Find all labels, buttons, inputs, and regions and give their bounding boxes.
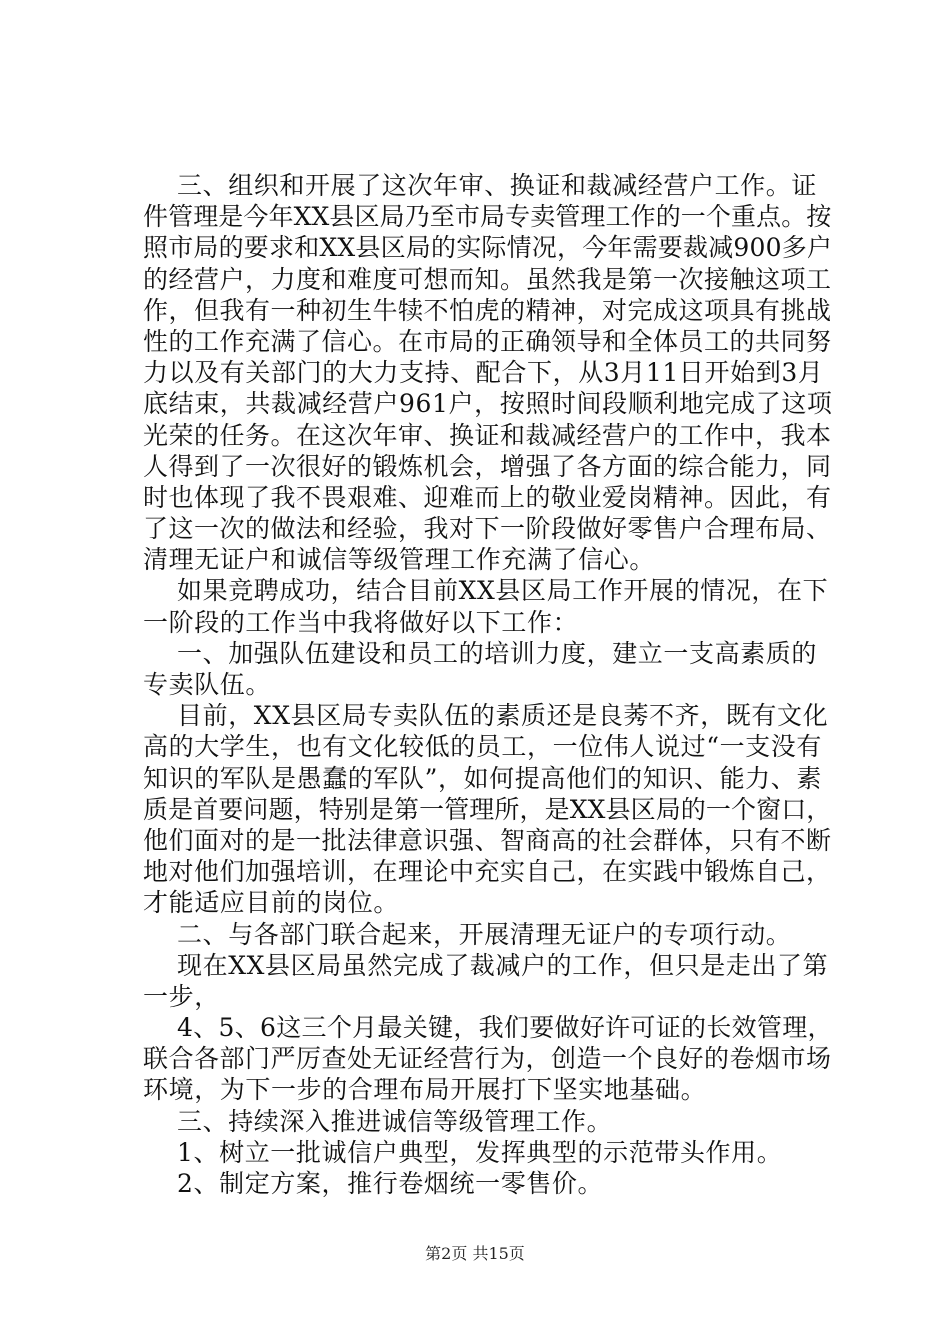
text-line: 1、树立一批诚信户典型，发挥典型的示范带头作用。 (177, 1137, 783, 1167)
text-line: 如果竞聘成功，结合目前XX县区局工作开展的情况，在下 (177, 576, 829, 606)
text-line: 照市局的要求和XX县区局的实际情况，今年需要裁减900多户 (143, 233, 833, 263)
page-footer: 第2页 共15页 (425, 1244, 525, 1263)
text-line: 一、加强队伍建设和员工的培训力度，建立一支高素质的 (177, 638, 818, 668)
text-line: 作，但我有一种初生牛犊不怕虎的精神，对完成这项具有挑战 (143, 295, 832, 325)
text-line: 目前，XX县区局专卖队伍的素质还是良莠不齐，既有文化 (177, 701, 829, 731)
text-line: 现在XX县区局虽然完成了裁减户的工作，但只是走出了第 (177, 950, 829, 980)
text-line: 一阶段的工作当中我将做好以下工作： (143, 607, 579, 637)
text-line: 人得到了一次很好的锻炼机会，增强了各方面的综合能力，同 (143, 451, 832, 481)
text-line: 高的大学生，也有文化较低的员工，一位伟人说过“一支没有 (143, 732, 822, 762)
text-line: 清理无证户和诚信等级管理工作充满了信心。 (143, 545, 656, 575)
document-body (143, 170, 833, 1199)
text-line: 联合各部门严厉查处无证经营行为，创造一个良好的卷烟市场 (143, 1044, 832, 1074)
text-line: 他们面对的是一批法律意识强、智商高的社会群体，只有不断 (143, 825, 832, 855)
text-line: 了这一次的做法和经验，我对下一阶段做好零售户合理布局、 (143, 514, 832, 544)
text-line: 才能适应目前的岗位。 (143, 888, 400, 918)
text-line: 三、组织和开展了这次年审、换证和裁减经营户工作。证 (177, 171, 818, 200)
text-line: 光荣的任务。在这次年审、换证和裁减经营户的工作中，我本 (143, 420, 832, 450)
text-line: 的经营户，力度和难度可想而知。虽然我是第一次接触这项工 (143, 264, 832, 294)
text-line: 件管理是今年XX县区局乃至市局专卖管理工作的一个重点。按 (143, 202, 832, 232)
text-line: 地对他们加强培训，在理论中充实自己，在实践中锻炼自己， (143, 857, 832, 887)
text-line: 质是首要问题，特别是第一管理所，是XX县区局的一个窗口， (143, 794, 832, 824)
text-line: 一步， (143, 981, 220, 1011)
text-line: 三、持续深入推进诚信等级管理工作。 (177, 1106, 613, 1136)
text-line: 性的工作充满了信心。在市局的正确领导和全体员工的共同努 (143, 326, 832, 356)
text-line: 时也体现了我不畏艰难、迎难而上的敬业爱岗精神。因此，有 (143, 482, 832, 512)
text-line: 二、与各部门联合起来，开展清理无证户的专项行动。 (177, 919, 792, 949)
text-line: 2、制定方案，推行卷烟统一零售价。 (177, 1169, 604, 1198)
text-line: 4、5、6这三个月最关键，我们要做好许可证的长效管理， (177, 1013, 833, 1043)
text-line: 专卖队伍。 (143, 670, 272, 699)
text-line: 环境，为下一步的合理布局开展打下坚实地基础。 (143, 1075, 707, 1105)
text-line: 力以及有关部门的大力支持、配合下，从3月11日开始到3月 (143, 358, 824, 388)
text-line: 知识的军队是愚蠢的军队”，如何提高他们的知识、能力、素 (143, 763, 822, 793)
text-line: 底结束，共裁减经营户961户，按照时间段顺利地完成了这项 (143, 389, 833, 419)
